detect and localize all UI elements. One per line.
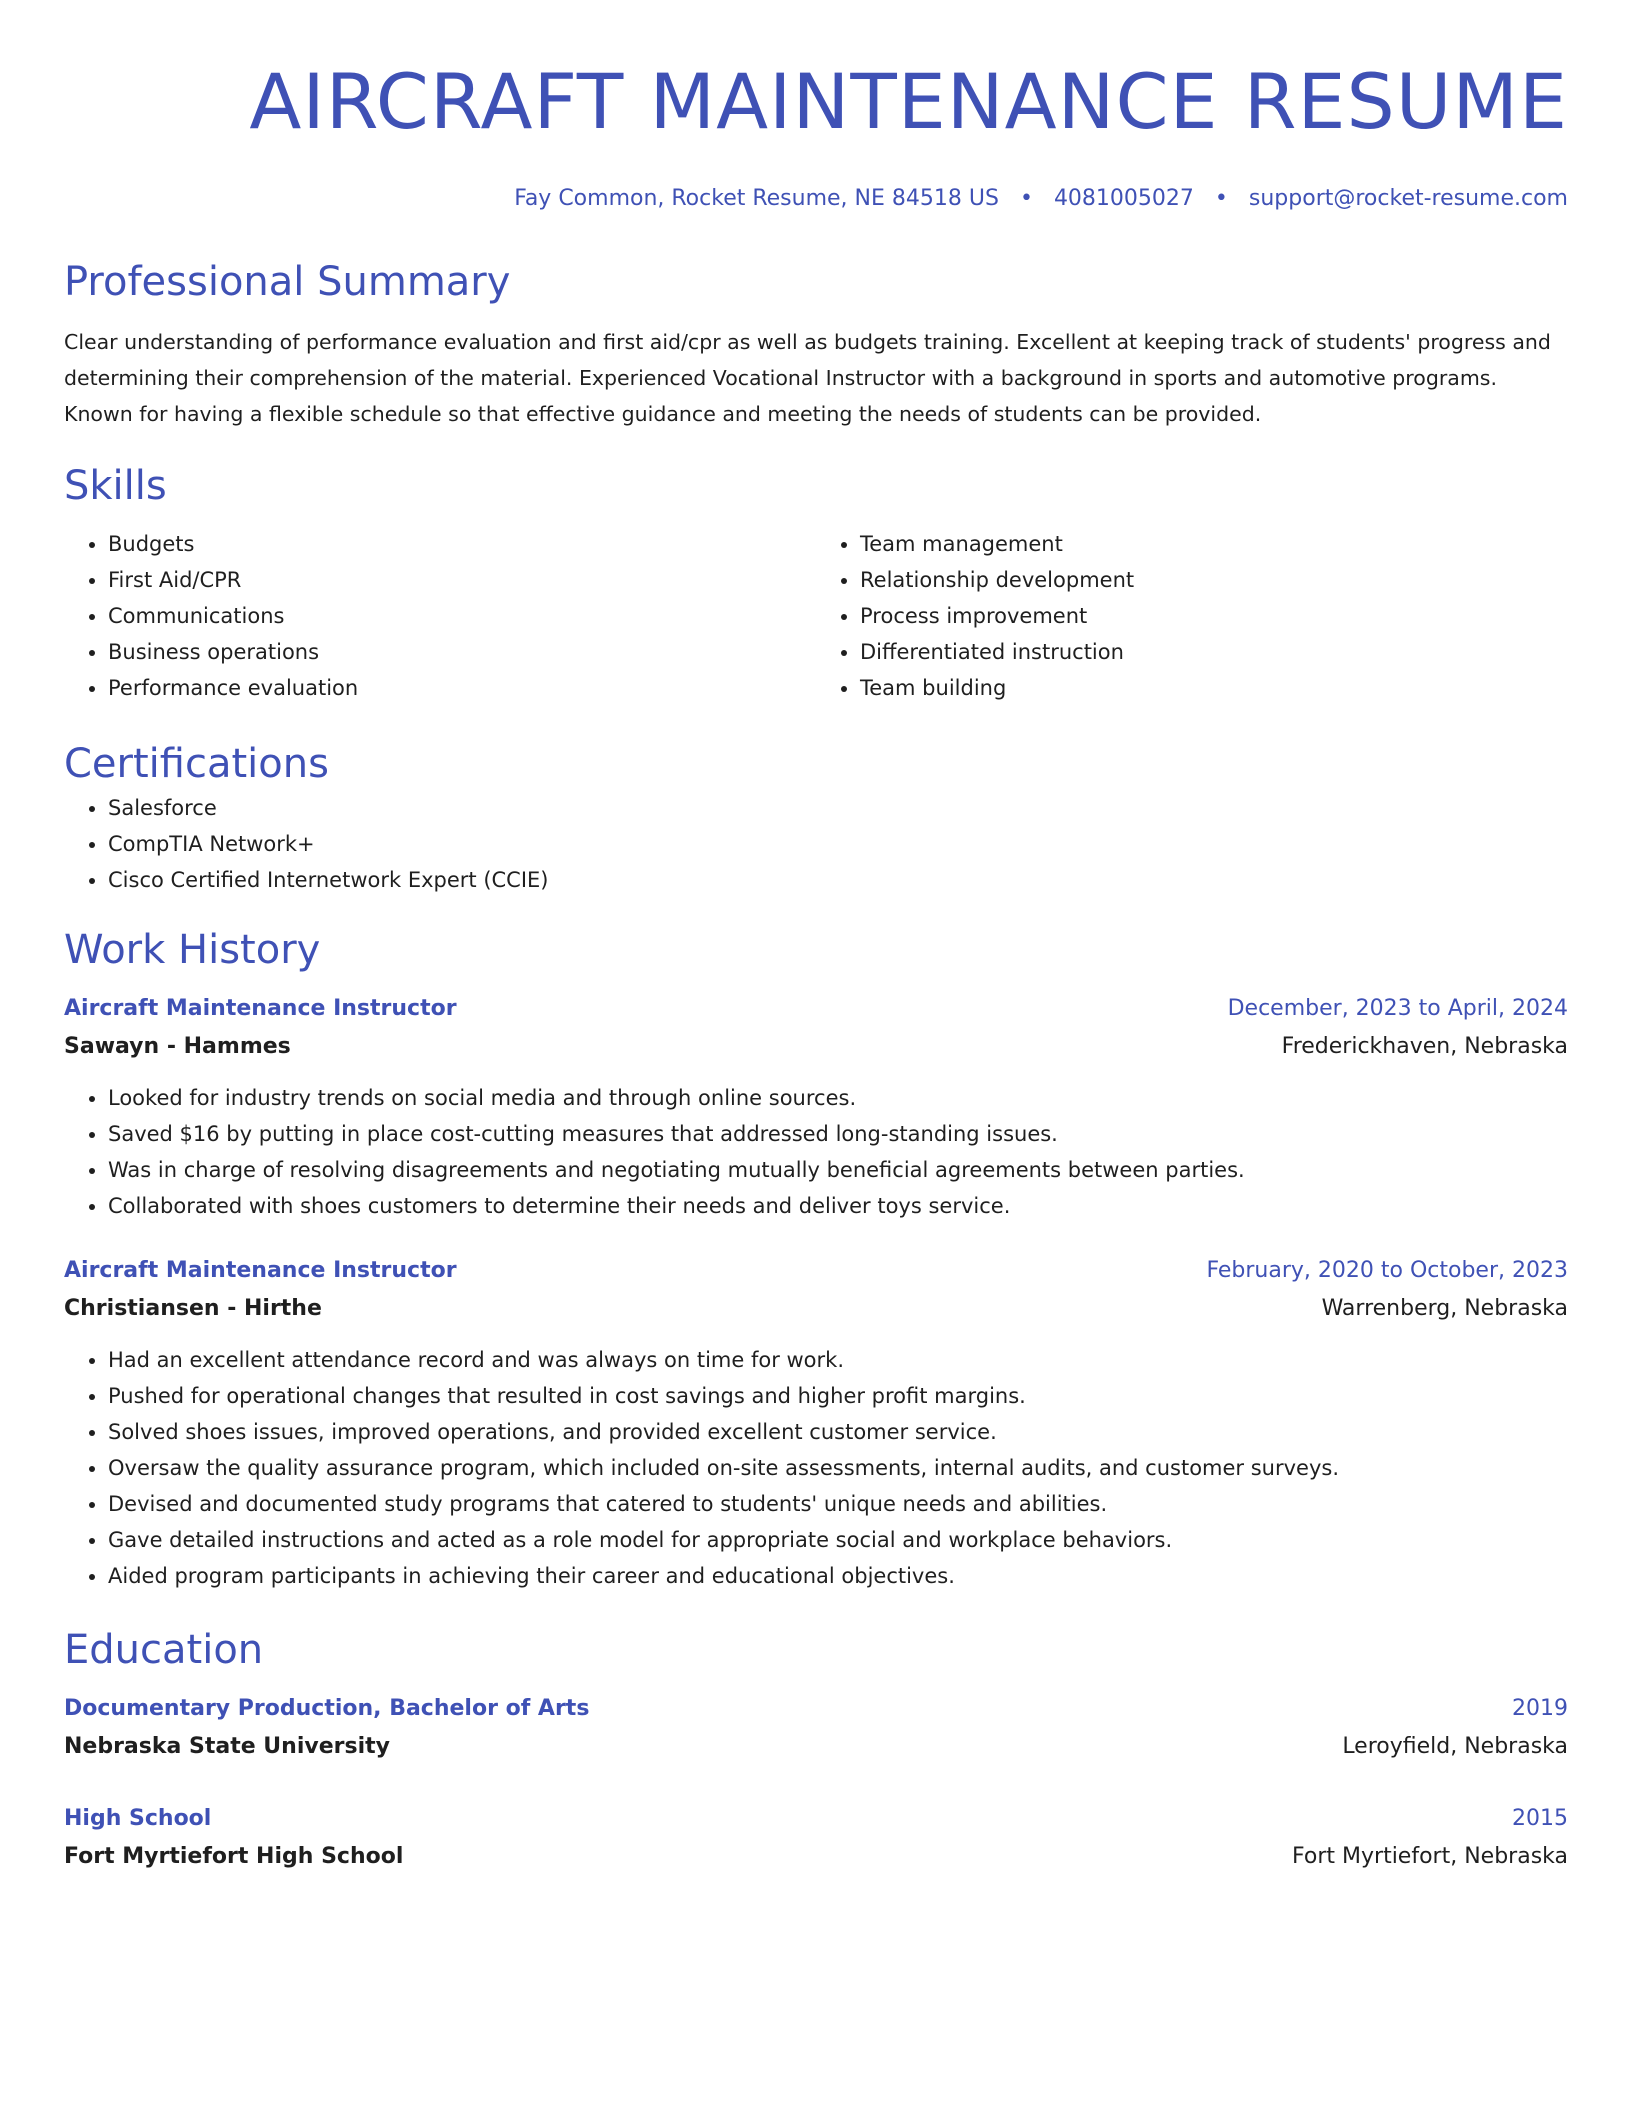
contact-phone: 4081005027 — [1053, 186, 1194, 211]
job-company-row — [64, 1290, 1568, 1328]
education-entry — [64, 1690, 1568, 1766]
education-school-row — [64, 1728, 1568, 1766]
education-location: Fort Myrtiefort, Nebraska — [1292, 1844, 1568, 1869]
skill-item: • Communications — [108, 598, 816, 634]
job-location: Frederickhaven, Nebraska — [1281, 1034, 1568, 1059]
education-degree: Documentary Production, Bachelor of Arts — [64, 1696, 590, 1721]
contact-line — [64, 184, 1568, 214]
job-title: Aircraft Maintenance Instructor — [64, 1258, 457, 1283]
education-heading: Education — [64, 1627, 264, 1673]
certification-item: • CompTIA Network+ — [108, 826, 1568, 862]
job-dates: December, 2023 to April, 2024 — [1227, 996, 1568, 1021]
skill-item: • First Aid/CPR — [108, 562, 816, 598]
job-entry — [64, 990, 1568, 1224]
education-year: 2015 — [1512, 1806, 1568, 1831]
education-school-row — [64, 1838, 1568, 1876]
job-bullet: • Aided program participants in achieving their career and educational objectives. — [108, 1558, 1568, 1594]
job-title-row — [64, 990, 1568, 1028]
job-title-row — [64, 1252, 1568, 1290]
work-history-heading: Work History — [64, 927, 321, 973]
job-bullet: • Saved $16 by putting in place cost-cutting measures that addressed long-standing issues. — [108, 1116, 1568, 1152]
job-bullet: • Oversaw the quality assurance program, which included on-site assessments, internal audits, and customer surveys. — [108, 1450, 1568, 1486]
skill-item: • Performance evaluation — [108, 670, 816, 706]
resume-title: AIRCRAFT MAINTENANCE RESUME — [249, 57, 1568, 146]
job-company: Sawayn - Hammes — [64, 1034, 291, 1059]
job-title: Aircraft Maintenance Instructor — [64, 996, 457, 1021]
contact-separator: • — [1214, 186, 1228, 211]
contact-separator: • — [1019, 186, 1033, 211]
job-bullet: • Had an excellent attendance record and was always on time for work. — [108, 1342, 1568, 1378]
skill-item: • Team building — [860, 670, 1568, 706]
job-dates: February, 2020 to October, 2023 — [1206, 1258, 1568, 1283]
skill-item: • Business operations — [108, 634, 816, 670]
job-bullet: • Pushed for operational changes that resulted in cost savings and higher profit margins. — [108, 1378, 1568, 1414]
job-bullet: • Was in charge of resolving disagreements and negotiating mutually beneficial agreements between parties. — [108, 1152, 1568, 1188]
certifications-list — [64, 790, 1568, 898]
contact-email: support@rocket-resume.com — [1248, 186, 1568, 211]
resume-page — [64, 0, 1568, 1876]
skill-item: • Process improvement — [860, 598, 1568, 634]
summary-text: Clear understanding of performance evaluation and first aid/cpr as well as budgets training. Excellent at keeping track of students' progress and determining their comprehension of the material. Experienced Vocational Instructor with a background in sports and automotive programs. Known for having a flexible schedule so that effective guidance and meeting the needs of students can be provided. — [64, 330, 1551, 426]
skills-list-right — [816, 526, 1568, 706]
education-entry — [64, 1800, 1568, 1876]
education-degree-row — [64, 1800, 1568, 1838]
education-school: Nebraska State University — [64, 1734, 390, 1759]
skills-heading: Skills — [64, 463, 167, 509]
skills-list-left — [64, 526, 816, 706]
education-location: Leroyfield, Nebraska — [1342, 1734, 1568, 1759]
job-bullet: • Looked for industry trends on social media and through online sources. — [108, 1080, 1568, 1116]
skill-item: • Budgets — [108, 526, 816, 562]
skills-columns — [64, 526, 1568, 706]
education-degree: High School — [64, 1806, 212, 1831]
education-degree-row — [64, 1690, 1568, 1728]
job-bullet: • Devised and documented study programs that catered to students' unique needs and abilities. — [108, 1486, 1568, 1522]
certification-item: • Cisco Certified Internetwork Expert (CCIE) — [108, 862, 1568, 898]
education-year: 2019 — [1512, 1696, 1568, 1721]
job-bullets — [64, 1080, 1568, 1224]
summary-heading: Professional Summary — [64, 259, 511, 305]
skill-item: • Relationship development — [860, 562, 1568, 598]
certification-item: • Salesforce — [108, 790, 1568, 826]
education-school: Fort Myrtiefort High School — [64, 1844, 404, 1869]
job-company: Christiansen - Hirthe — [64, 1296, 322, 1321]
job-bullet: • Solved shoes issues, improved operations, and provided excellent customer service. — [108, 1414, 1568, 1450]
job-company-row — [64, 1028, 1568, 1066]
job-bullet: • Collaborated with shoes customers to determine their needs and deliver toys service. — [108, 1188, 1568, 1224]
certifications-heading: Certifications — [64, 741, 329, 787]
job-location: Warrenberg, Nebraska — [1321, 1296, 1568, 1321]
job-entry — [64, 1252, 1568, 1594]
contact-address: Fay Common, Rocket Resume, NE 84518 US — [514, 186, 999, 211]
job-bullet: • Gave detailed instructions and acted as a role model for appropriate social and workplace behaviors. — [108, 1522, 1568, 1558]
skill-item: • Differentiated instruction — [860, 634, 1568, 670]
job-bullets — [64, 1342, 1568, 1594]
skill-item: • Team management — [860, 526, 1568, 562]
